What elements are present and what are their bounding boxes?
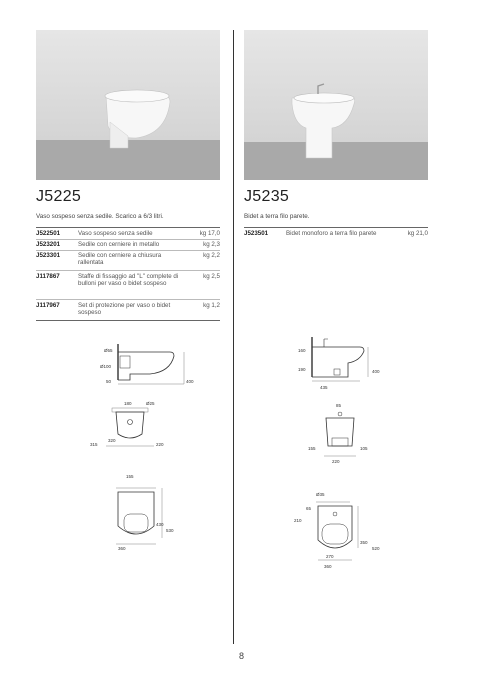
dim-label: 400 [372,369,380,374]
bidet-side-drawing [296,333,406,395]
dim-label: 180 [124,401,132,406]
product-photo-toilet [36,30,220,180]
dim-label: 210 [294,518,302,523]
dim-label: 435 [320,385,328,390]
dim-label: 155 [126,474,134,479]
dim-label: Ø55 [104,348,113,353]
dim-label: Ø35 [316,492,325,497]
table-top-rule [244,227,428,228]
article-weight: kg 2,3 [203,241,220,248]
article-description: Set di protezione per vaso o bidet sospeso [78,302,171,316]
dim-label: 155 [308,446,316,451]
dim-label: 320 [108,438,116,443]
article-code: J117967 [36,302,60,309]
row-divider [36,250,220,251]
dim-label: 105 [360,446,368,451]
dim-label: 360 [324,564,332,569]
row-divider [36,239,220,240]
dim-label: 220 [332,459,340,464]
bidet-rear-drawing [306,400,376,466]
article-description: Vaso sospeso senza sedile [78,230,153,237]
dim-label: 430 [156,522,164,527]
dim-label: 85 [336,403,342,408]
dim-label: 315 [90,442,98,447]
article-description: Sedile con cerniere in metallo [78,241,160,248]
article-code: J522501 [36,230,61,237]
dim-label: Ø100 [100,364,112,369]
article-code: J117867 [36,273,60,280]
article-weight: kg 1,2 [203,302,220,309]
dim-label: 520 [372,546,380,551]
product-description: Vaso sospeso senza sedile. Scarico a 6/3 litri. [36,213,164,220]
table-row [36,252,220,268]
table-row [36,241,220,249]
article-weight: kg 17,0 [199,230,220,237]
dim-label: 190 [298,367,306,372]
article-code: J523201 [36,241,61,248]
table-row [36,273,220,297]
toilet-side-drawing [100,342,200,388]
table-bottom-rule [36,320,220,321]
article-weight: kg 21,0 [407,230,428,237]
dim-label: 160 [298,348,306,353]
dim-label: 65 [306,506,312,511]
dim-label: 360 [118,546,126,551]
table-row [36,302,220,318]
article-code: J523301 [36,252,61,259]
dim-label: 350 [360,540,368,545]
dim-label: 50 [106,379,112,384]
wall-hung-toilet-image [36,30,220,180]
toilet-top-drawing [108,470,188,552]
product-code-title: J5235 [244,188,290,205]
article-description: Staffe di fissaggio ad "L" complete di bulloni per vaso o bidet sospeso [78,273,179,287]
bidet-top-drawing [292,488,388,574]
bidet-image [244,30,428,180]
article-weight: kg 2,2 [203,252,220,259]
column-divider [233,30,234,644]
article-description: Sedile con cerniere a chiusura rallentata [78,252,162,266]
dim-label: Ø25 [146,401,155,406]
dim-label: 220 [156,442,164,447]
row-divider [36,270,220,271]
table-row [244,230,428,246]
page-number: 8 [238,651,244,661]
article-weight: kg 2,5 [203,273,220,280]
article-description: Bidet monoforo a terra filo parete [286,230,377,237]
table-top-rule [36,227,220,228]
product-description: Bidet a terra filo parete. [244,213,310,220]
row-divider [36,299,220,300]
table-row [36,230,220,238]
toilet-rear-drawing [90,398,170,450]
product-code-title: J5225 [36,188,82,205]
dim-label: 530 [166,528,174,533]
dim-label: 270 [326,554,334,559]
article-code: J523501 [244,230,269,237]
dim-label: 400 [186,379,194,384]
product-photo-bidet [244,30,428,180]
